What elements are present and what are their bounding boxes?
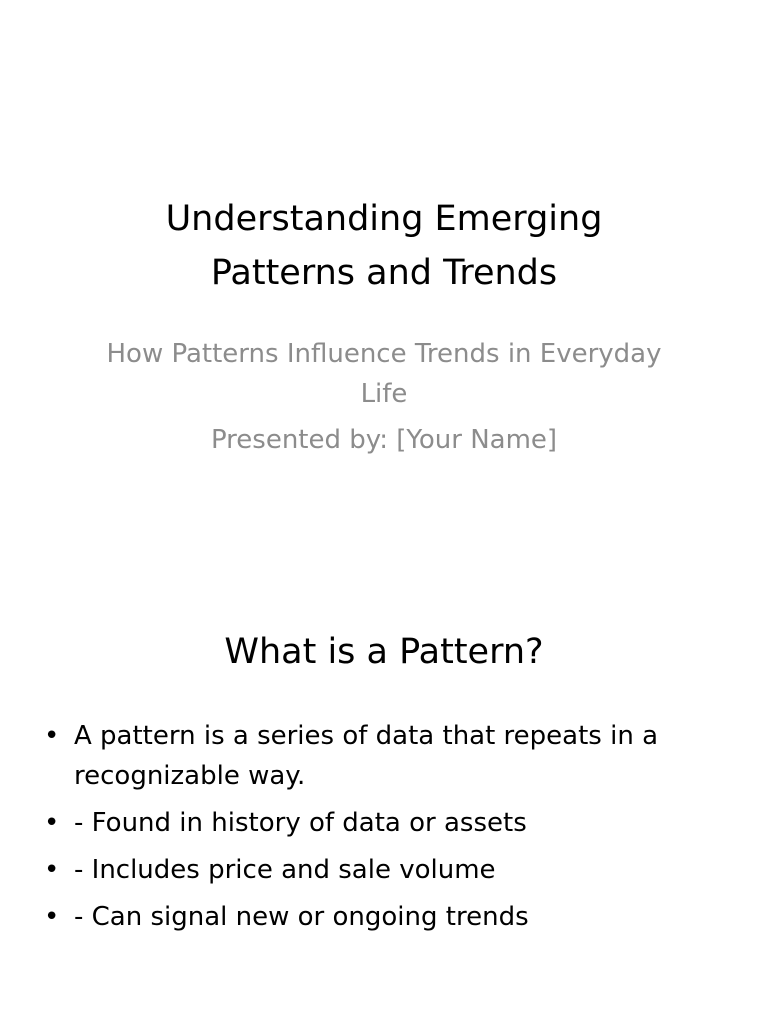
- bullet-dot-icon: •: [44, 902, 60, 932]
- bullet-item: [40, 850, 720, 890]
- slide-title: Understanding Emerging Patterns and Trends: [165, 199, 603, 293]
- presenter-line: Presented by: [Your Name]: [210, 425, 558, 455]
- bullet-text: - Found in history of data or assets: [74, 808, 527, 838]
- bullet-text: A pattern is a series of data that repeats in a recognizable way.: [74, 721, 659, 791]
- content-slide-title: What is a Pattern?: [224, 632, 544, 672]
- slide-subtitle: [100, 334, 668, 460]
- bullet-text: - Can signal new or ongoing trends: [74, 902, 529, 932]
- bullet-text: - Includes price and sale volume: [74, 855, 496, 885]
- bullet-item: [40, 716, 720, 796]
- subtitle-line: How Patterns Influence Trends in Everyday Life: [106, 339, 662, 409]
- content-slide: [0, 576, 768, 1024]
- bullet-item: [40, 897, 720, 937]
- bullet-dot-icon: •: [44, 721, 60, 751]
- bullet-item: [40, 803, 720, 843]
- bullet-list: [40, 716, 720, 944]
- bullet-dot-icon: •: [44, 855, 60, 885]
- bullet-dot-icon: •: [44, 808, 60, 838]
